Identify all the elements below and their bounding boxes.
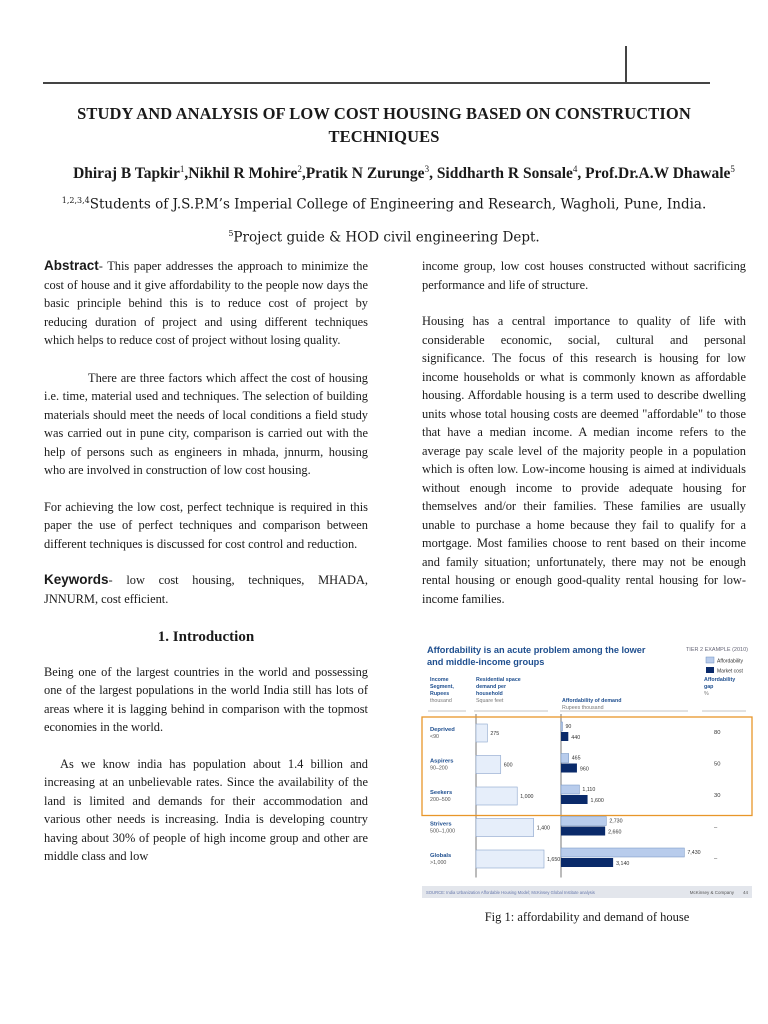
market-cost-bar xyxy=(561,858,613,867)
abstract-paragraph-2: There are three factors which affect the cost of housing i.e. time, material used and techniques. The selection of building materials should meet the needs of local conditions a field study was carried out in pune city, comparison is carried out with the help of persons such as engineers in mhada, jnnurm, housing who are involved in construction of low cost housing. xyxy=(44,370,368,477)
intro-paragraph-2: As we know india has population about 1.4 billion and increasing at an unbelievable rates. Since the availability of the land is limited and demands for their accommodation and various other needs is increasing. India is developing country having about 30% of people of high income group and other are middle class and low xyxy=(44,756,368,863)
space-label: 1,400 xyxy=(536,825,550,832)
col-head-afford-0: Affordability of demand xyxy=(562,698,622,704)
col-head-space-1: demand per xyxy=(476,684,507,690)
col-head-gap-2: % xyxy=(704,691,709,697)
market-cost-bar xyxy=(561,827,605,836)
abstract-paragraph-3: For achieving the low cost, perfect technique is required in this paper the use of perfect techniques and comparison between different techniques is discussed for cost control and reduction. xyxy=(44,499,368,551)
market-cost-label: 960 xyxy=(579,766,589,773)
segment-range: >1,000 xyxy=(430,860,447,866)
right-column xyxy=(422,257,746,608)
header-tick xyxy=(625,46,627,84)
market-cost-bar xyxy=(561,764,577,773)
segment-range: <90 xyxy=(430,734,439,740)
author-1: Dhiraj B Tapkir$^1$ xyxy=(73,164,185,183)
affordability-chart xyxy=(418,640,756,906)
affordability-label: 1,110 xyxy=(582,787,596,793)
section-heading-introduction: 1. Introduction xyxy=(157,629,255,645)
market-cost-label: 440 xyxy=(571,735,581,741)
legend-swatch-market-cost xyxy=(706,667,714,673)
keywords-label: Keywords xyxy=(44,572,109,587)
authors-line: Dhiraj B Tapkir$^1$,Nikhil R Mohire$^2$,Pratik N Zurunge$^3$, Siddharth R Sonsale$^4$, Prof.Dr.A.W Dhawale$^5$ xyxy=(73,164,735,183)
market-cost-label: 1,600 xyxy=(590,798,604,804)
abstract-paragraph: Abstract- This paper addresses the approach to minimize the cost of house and it give affordability to the people now days the basic principle behind this is to reduce cost of project by reducing duration of project and using different techniques which helps to reduce cost of project without losing quality. xyxy=(44,258,368,347)
right-paragraph-1: income group, low cost houses constructed without sacrificing performance and life of structure. xyxy=(422,259,746,292)
affordability-bar xyxy=(561,848,684,857)
segment-name: Strivers xyxy=(430,821,452,828)
segment-name: Deprived xyxy=(430,727,455,733)
gap-value: 30 xyxy=(714,793,721,799)
chart-title-line-2: and middle-income groups xyxy=(427,657,545,667)
space-label: 600 xyxy=(503,762,513,769)
segment-name: Seekers xyxy=(430,790,453,796)
segment-name: Globals xyxy=(430,853,452,859)
space-bar xyxy=(476,787,517,805)
author-5: Prof.Dr.A.W Dhawale$^5$ xyxy=(585,164,735,183)
author-2: Nikhil R Mohire$^2$ xyxy=(188,164,302,183)
col-head-gap-1: gap xyxy=(704,684,714,690)
author-4: Siddharth R Sonsale$^4$ xyxy=(436,164,578,183)
right-paragraph-2: Housing has a central importance to quality of life with considerable economic, social, cultural and personal significance. The focus of this research is housing for low income households or what is commonly known as affordable housing. Affordable housing is a term used to describe dwelling units whose total housing costs are deemed "affordable" to those that have a median income. A median income refers to the average pay scale level of the majority people in a population which is often low. Low-income housing is aimed at individuals without enough income to provide adequate housing for themselves and/or their families. These families are usually unable to purchase a home because they fail to qualify for a mortgage. Most families choose to rent based on their income and family situation; unfortunately, there may not be enough rental housing or enough good-quality rental housing for low-income families. xyxy=(422,314,746,606)
col-head-afford-1: Rupees thousand xyxy=(562,705,604,711)
col-head-segment-0: Income xyxy=(430,677,449,683)
segment-range: 200–500 xyxy=(430,797,451,803)
affordability-bar xyxy=(561,785,579,794)
col-head-segment-3: thousand xyxy=(430,698,452,704)
market-cost-label: 3,140 xyxy=(616,861,630,867)
affordability-bar xyxy=(561,817,606,826)
chart-title-line-1: Affordability is an acute problem among the lower xyxy=(427,645,646,655)
space-label: 1,650 xyxy=(547,857,561,863)
affordability-bar xyxy=(561,754,569,763)
col-head-segment-1: Segment, xyxy=(430,684,454,690)
affordability-label: 90 xyxy=(565,724,572,730)
col-head-space-0: Residential space xyxy=(476,677,521,683)
space-label: 1,000 xyxy=(520,794,534,800)
affiliation-guide: $^5$Project guide & HOD civil engineering Dept. xyxy=(228,229,540,246)
market-cost-label: 2,660 xyxy=(608,829,622,836)
col-head-segment-2: Rupees xyxy=(430,691,450,697)
affordability-label: 2,730 xyxy=(609,818,623,825)
col-head-gap-0: Affordability xyxy=(704,677,736,683)
gap-value: – xyxy=(714,824,718,831)
segment-range: 90–200 xyxy=(430,765,448,772)
space-bar xyxy=(476,724,487,742)
header-rule xyxy=(43,82,710,84)
space-bar xyxy=(476,819,534,837)
paper-title: STUDY AND ANALYSIS OF LOW COST HOUSING BASED ON CONSTRUCTION TECHNIQUES xyxy=(77,104,691,146)
market-cost-bar xyxy=(561,732,568,741)
segment-name: Aspirers xyxy=(430,758,454,765)
chart-page-number: 44 xyxy=(742,890,748,895)
chart-svg xyxy=(418,640,756,906)
legend-label-affordability: Affordability xyxy=(717,658,744,665)
affordability-label: 465 xyxy=(571,755,581,762)
affordability-label: 7,430 xyxy=(687,850,701,856)
segment-range: 500–1,000 xyxy=(430,828,456,835)
legend-swatch-affordability xyxy=(706,657,714,663)
chart-source: SOURCE: India Urbanization Affordable Housing Model; McKinsey Global Institute analysis xyxy=(426,890,595,895)
space-bar xyxy=(476,756,501,774)
intro-paragraph-1: Being one of the largest countries in the world and possessing one of the largest populations in the world India still has lots of areas where it is lagging behind in comparison with the topmost economies in the world. xyxy=(44,664,368,734)
space-bar xyxy=(476,850,544,868)
col-head-space-3: Square feet xyxy=(476,698,504,704)
chart-footer: McKinsey & Company xyxy=(689,890,734,895)
gap-value: – xyxy=(714,856,718,862)
affordability-bar xyxy=(561,722,562,731)
legend-label-market-cost: Market cost xyxy=(717,668,743,675)
author-3: Pratik N Zurunge$^3$ xyxy=(305,164,430,183)
space-label: 275 xyxy=(490,731,500,737)
chart-tag: TIER 2 EXAMPLE (2010) xyxy=(685,647,748,653)
keywords-paragraph: Keywords- low cost housing, techniques, MHADA, JNNURM, cost efficient. xyxy=(44,572,368,606)
market-cost-bar xyxy=(561,795,588,804)
gap-value: 80 xyxy=(714,730,721,736)
abstract-label: Abstract xyxy=(44,258,99,273)
affiliation: $^{1,2,3,4}$Students of J.S.P.M’s Imperial College of Engineering and Research, Wagholi, Pune, India. xyxy=(61,196,707,213)
gap-value: 50 xyxy=(714,761,721,768)
figure-caption: Fig 1: affordability and demand of house xyxy=(484,910,690,924)
col-head-space-2: household xyxy=(476,691,503,697)
left-column xyxy=(44,257,368,866)
